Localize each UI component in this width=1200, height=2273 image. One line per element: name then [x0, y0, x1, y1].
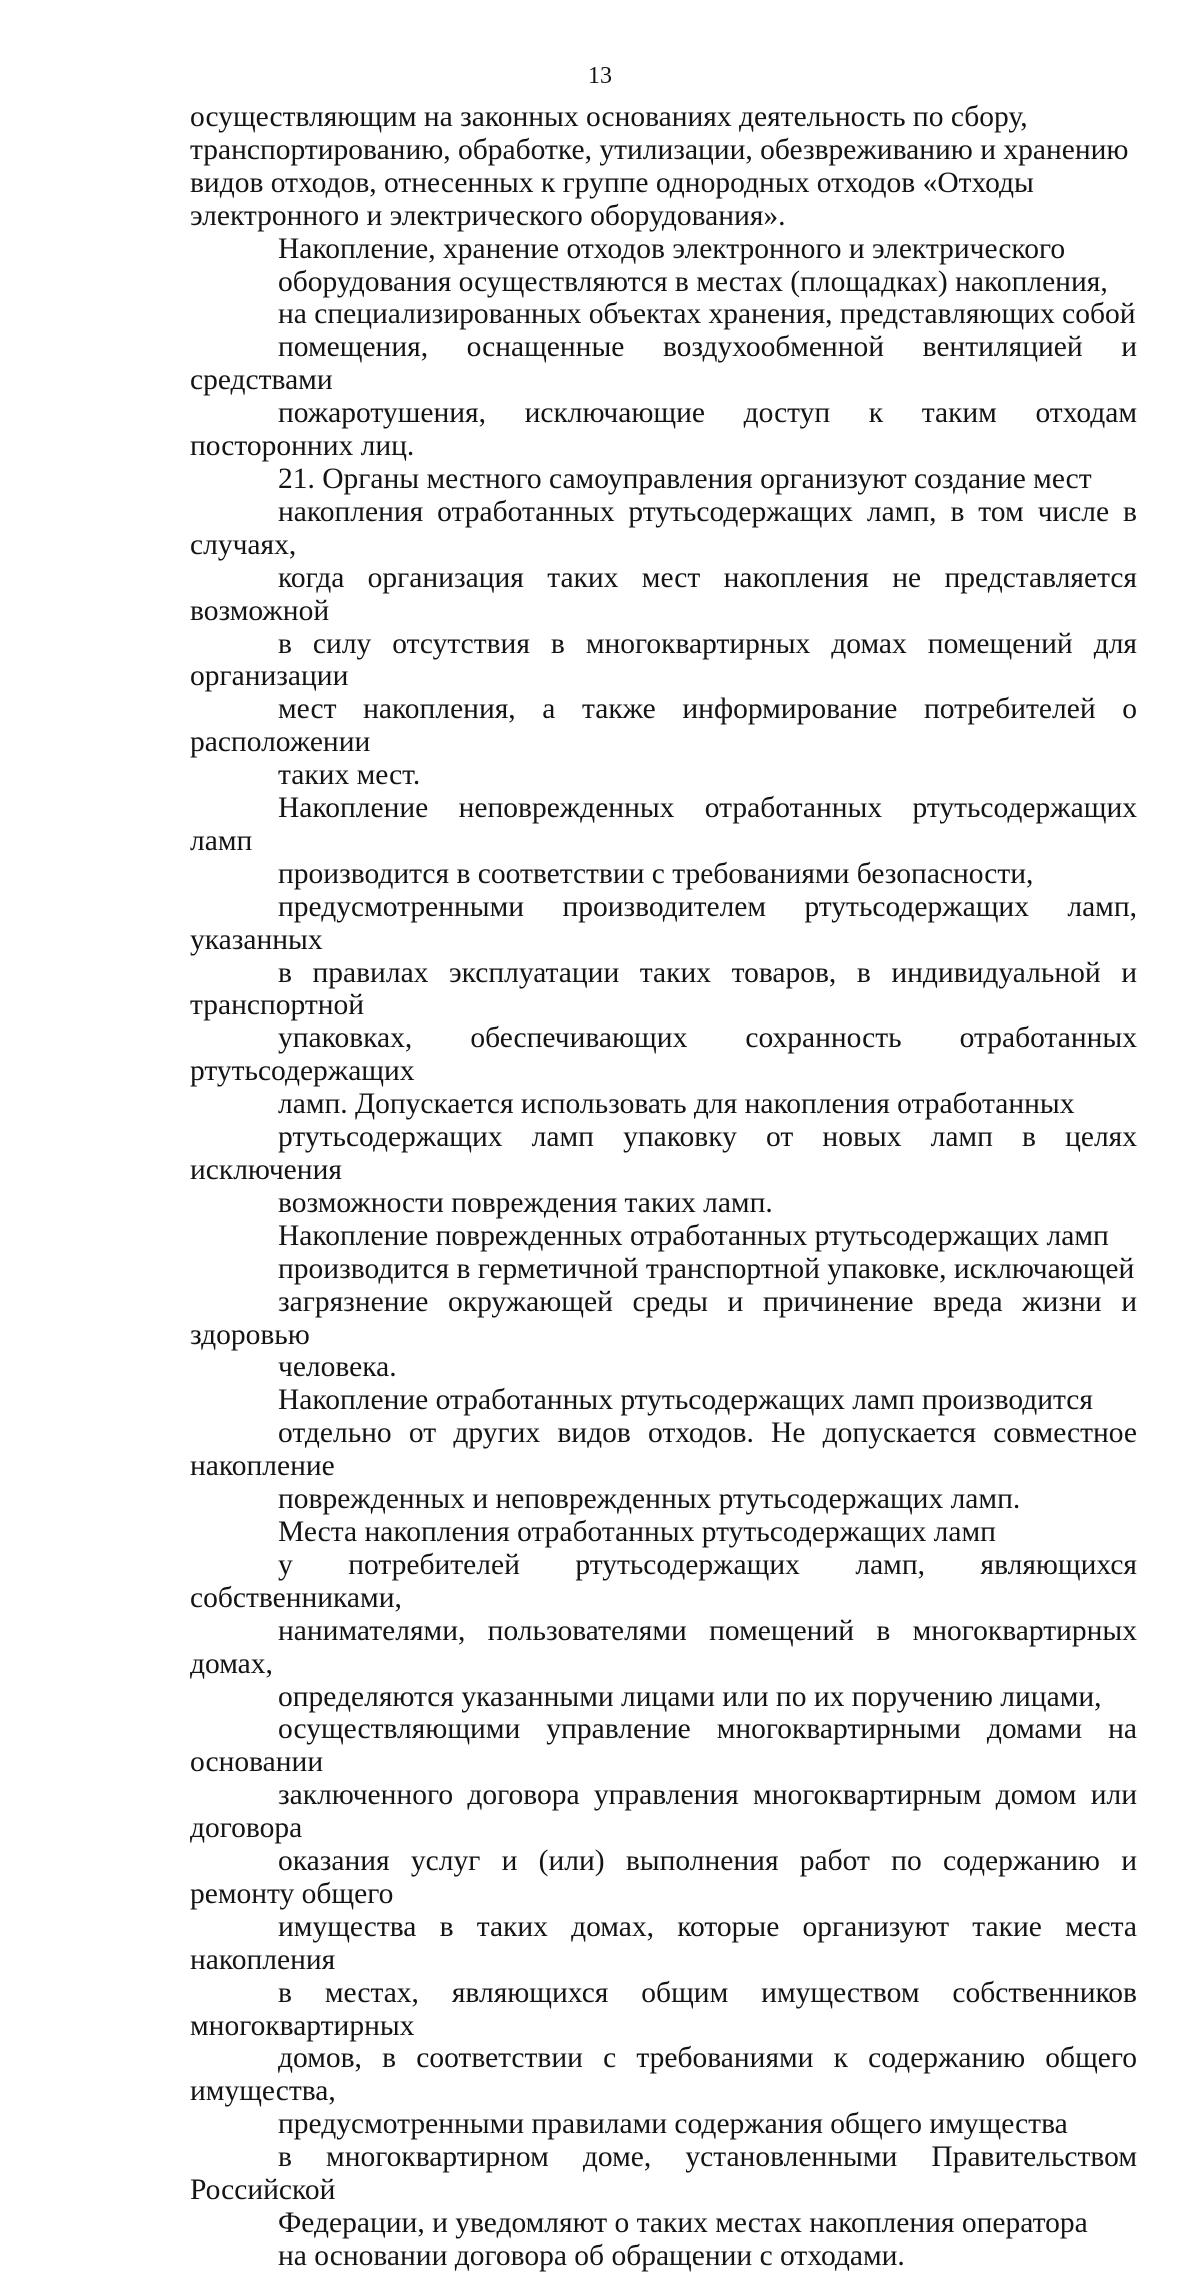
document-body — [190, 101, 1137, 2273]
text-line: производится в герметичной транспортной упаковке, исключающей — [278, 1252, 1135, 1285]
text-line: 21. Органы местного самоуправления организуют создание мест — [278, 462, 1092, 495]
text-line: Федерации, и уведомляют о таких местах накопления оператора — [278, 2207, 1088, 2239]
text-line: осуществляющим на законных основаниях деятельность по сбору, — [190, 101, 1028, 133]
page-number: 13 — [588, 63, 612, 89]
text-line: ламп. Допускается использовать для накопления отработанных — [278, 1088, 1075, 1121]
text-line: предусмотренными правилами содержания общего имущества — [278, 2108, 1068, 2141]
text-line: осуществляющими управление многоквартирными домами на основании — [190, 1713, 1137, 1779]
text-line: когда организация таких мест накопления не представляется возможной — [190, 561, 1137, 627]
text-line: домов, в соответствии с требованиями к содержанию общего имущества, — [190, 2042, 1137, 2108]
text-line: определяются указанными лицами или по их поручению лицами, — [278, 1680, 1102, 1713]
paragraph — [190, 1220, 1137, 1385]
text-line: Накопление неповрежденных отработанных ртутьсодержащих ламп — [190, 792, 1137, 857]
text-line: загрязнение окружающей среды и причинение вреда жизни и здоровью — [190, 1285, 1137, 1351]
text-line: транспортированию, обработке, утилизации, обезвреживанию и хранению — [190, 133, 1129, 166]
paragraph — [190, 1516, 1137, 2273]
text-line: предусмотренными производителем ртутьсодержащих ламп, указанных — [190, 890, 1137, 956]
text-line: упаковках, обеспечивающих сохранность отработанных ртутьсодержащих — [190, 1022, 1137, 1088]
text-line: возможности повреждения таких ламп. — [278, 1186, 773, 1219]
text-line: Места накопления отработанных ртутьсодержащих ламп — [278, 1515, 996, 1548]
text-line: отдельно от других видов отходов. Не допускается совместное накопление — [190, 1417, 1137, 1483]
text-line: ртутьсодержащих ламп упаковку от новых ламп в целях исключения — [190, 1121, 1137, 1186]
paragraph — [190, 101, 1137, 233]
text-line: нанимателями, пользователями помещений в многоквартирных домах, — [190, 1614, 1137, 1680]
text-line: видов отходов, отнесенных к группе однородных отходов «Отходы — [190, 166, 1034, 199]
text-line: производится в соответствии с требованиями безопасности, — [278, 857, 1034, 890]
text-line: пожаротушения, исключающие доступ к таким отходам посторонних лиц. — [190, 397, 1137, 463]
text-line: имущества в таких домах, которые организуют такие места накопления — [190, 1910, 1137, 1976]
text-line: в местах, являющихся общим имуществом собственников многоквартирных — [190, 1976, 1137, 2042]
text-line: в многоквартирном доме, установленными Правительством Российской — [190, 2141, 1137, 2207]
text-line: оказания услуг и (или) выполнения работ по содержанию и ремонту общего — [190, 1845, 1137, 1910]
text-line: Накопление поврежденных отработанных ртутьсодержащих ламп — [278, 1219, 1109, 1252]
text-line: человека. — [278, 1351, 397, 1384]
text-line: у потребителей ртутьсодержащих ламп, являющихся собственниками, — [190, 1548, 1137, 1614]
paragraph — [190, 233, 1137, 463]
text-line: помещения, оснащенные воздухообменной вентиляцией и средствами — [190, 331, 1137, 397]
text-line: в силу отсутствия в многоквартирных домах помещений для организации — [190, 627, 1137, 693]
text-line: Накопление отработанных ртутьсодержащих ламп производится — [278, 1384, 1093, 1417]
paragraph — [190, 792, 1137, 1220]
text-line: поврежденных и неповрежденных ртутьсодержащих ламп. — [278, 1483, 1021, 1516]
text-line: накопления отработанных ртутьсодержащих ламп, в том числе в случаях, — [190, 495, 1137, 561]
text-line: Накопление, хранение отходов электронного и электрического — [278, 232, 1066, 265]
paragraph — [190, 1384, 1137, 1516]
text-line: таких мест. — [278, 759, 421, 792]
paragraph — [190, 463, 1137, 792]
text-line: мест накопления, а также информирование потребителей о расположении — [190, 693, 1137, 759]
text-line: в правилах эксплуатации таких товаров, в индивидуальной и транспортной — [190, 956, 1137, 1022]
text-line: заключенного договора управления многоквартирным домом или договора — [190, 1779, 1137, 1845]
text-line: электронного и электрического оборудования». — [190, 199, 786, 232]
text-line: на специализированных объектах хранения, представляющих собой — [278, 298, 1136, 331]
text-line: на основании договора об обращении с отходами. — [278, 2239, 905, 2272]
text-line: оборудования осуществляются в местах (площадках) накопления, — [278, 265, 1108, 298]
